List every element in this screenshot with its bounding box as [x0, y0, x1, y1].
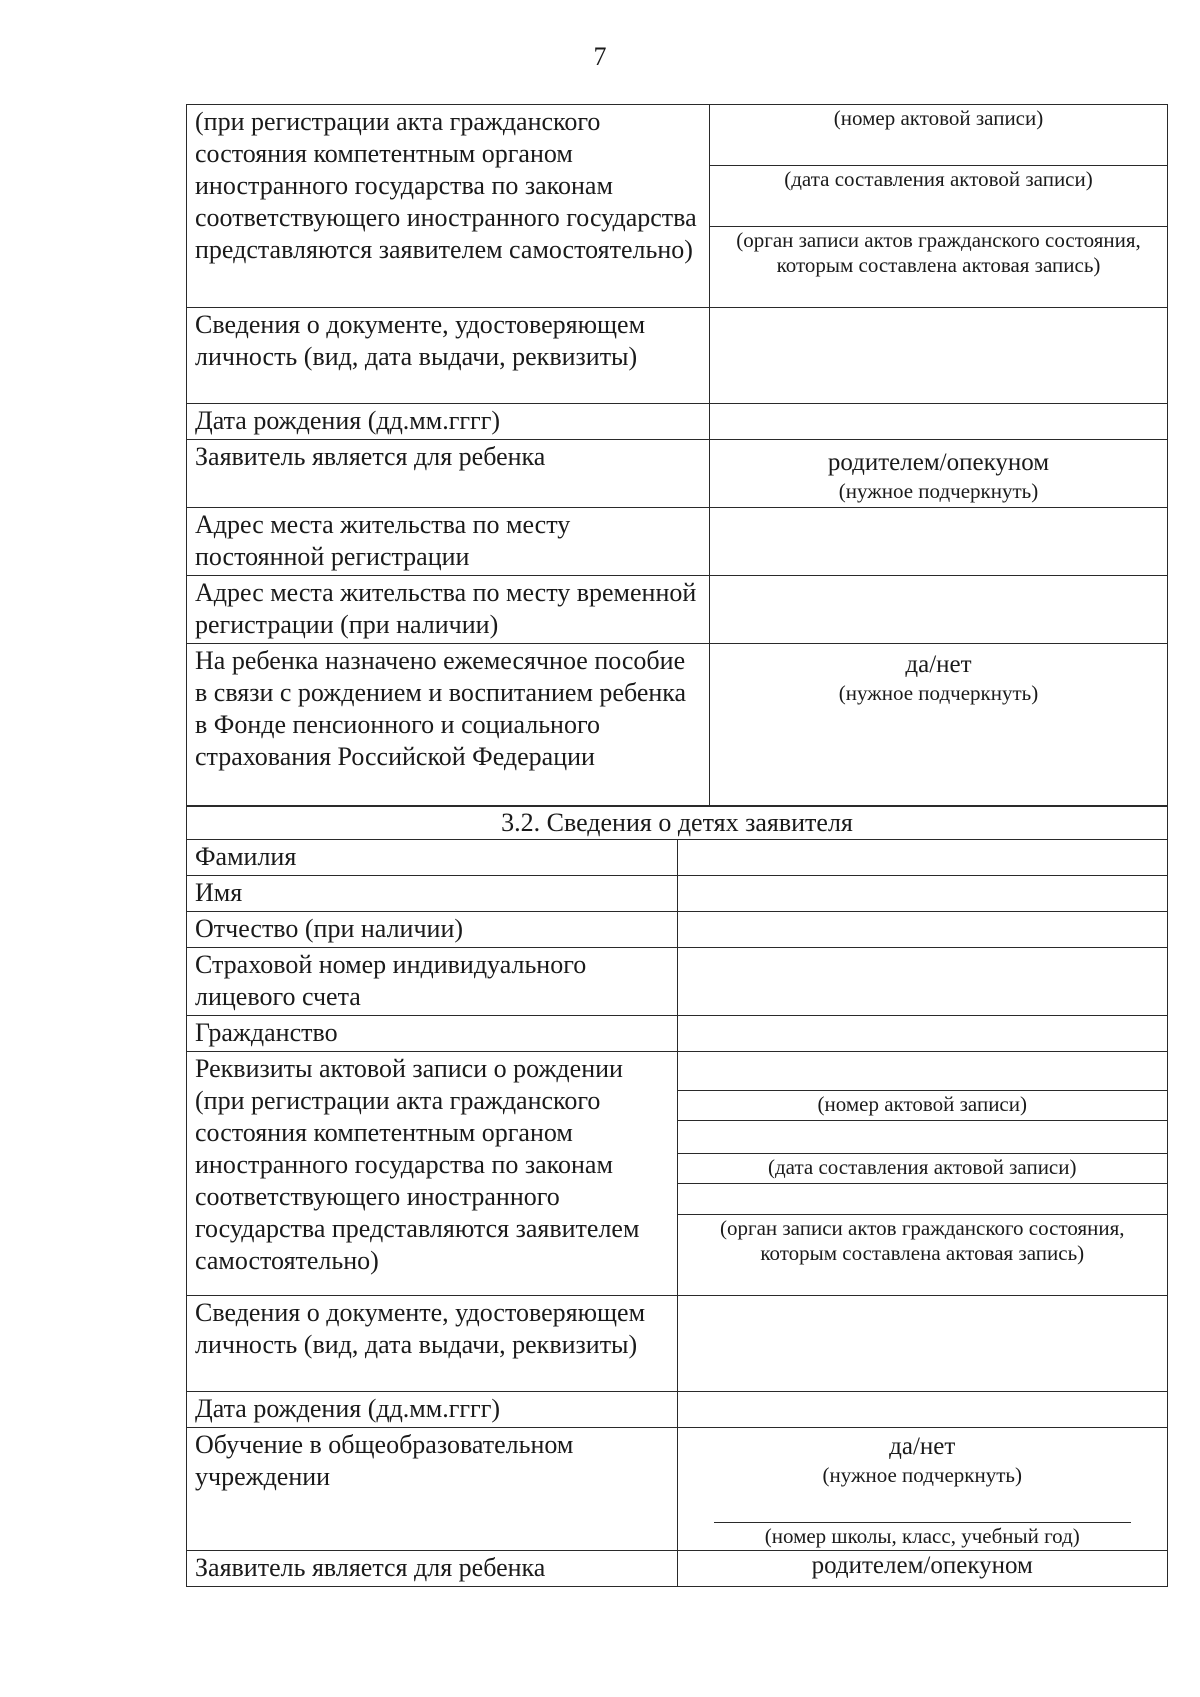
birth-record-details[interactable] [677, 1052, 1168, 1296]
applicant-role-field[interactable] [710, 440, 1168, 508]
record-date-caption: (дата составления актовой записи) [784, 167, 1093, 191]
table-row [187, 1392, 1168, 1428]
underline-hint: (нужное подчеркнуть) [838, 681, 1039, 705]
applicant-role-label: Заявитель является для ребенка [187, 1551, 678, 1587]
education-label: Обучение в общеобразовательном учреждении [187, 1428, 678, 1551]
surname-label: Фамилия [187, 840, 678, 876]
applicant-role-field[interactable] [677, 1551, 1168, 1587]
underline-hint: (нужное подчеркнуть) [838, 479, 1039, 503]
table-row [187, 1016, 1168, 1052]
record-number-caption: (номер актовой записи) [833, 106, 1044, 130]
table-row [187, 404, 1168, 440]
snils-field[interactable] [677, 948, 1168, 1016]
applicant-info-table [186, 104, 1168, 806]
citizenship-label: Гражданство [187, 1016, 678, 1052]
surname-field[interactable] [677, 840, 1168, 876]
school-field[interactable] [714, 1488, 1132, 1523]
monthly-benefit-label: На ребенка назначено ежемесячное пособие в связи с рождением и воспитанием ребенка в Фонде пенсионного и социального страхования Российской Федерации [187, 644, 710, 806]
record-details-cell[interactable] [710, 105, 1168, 308]
applicant-role-value: родителем/опекуном [827, 449, 1050, 476]
snils-label: Страховой номер индивидуального лицевого счета [187, 948, 678, 1016]
table-row [187, 105, 1168, 308]
table-row [187, 644, 1168, 806]
record-date-slot[interactable] [710, 166, 1167, 227]
yes-no-value: да/нет [905, 651, 972, 678]
record-number-field[interactable] [678, 1052, 1168, 1091]
page-number: 7 [593, 42, 607, 71]
record-authority-slot[interactable] [710, 227, 1167, 307]
section-title: 3.2. Сведения о детях заявителя [187, 807, 1168, 840]
birth-record-label: Реквизиты актовой записи о рождении (при регистрации акта гражданского состояния компетентным органом иностранного государства по законам соответствующего иностранного государства представляются заявителем самостоятельно) [187, 1052, 678, 1296]
table-row [187, 840, 1168, 876]
table-row [187, 948, 1168, 1016]
id-document-label: Сведения о документе, удостоверяющем личность (вид, дата выдачи, реквизиты) [187, 1296, 678, 1392]
table-row [187, 1428, 1168, 1551]
id-document-field[interactable] [677, 1296, 1168, 1392]
table-row [187, 876, 1168, 912]
record-authority-caption: (орган записи актов гражданского состояния, которым составлена актовая запись) [719, 1216, 1125, 1265]
table-row [187, 912, 1168, 948]
birth-date-field[interactable] [710, 404, 1168, 440]
record-number-slot[interactable] [678, 1052, 1168, 1121]
table-row [187, 576, 1168, 644]
monthly-benefit-field[interactable] [710, 644, 1168, 806]
foreign-registration-note: (при регистрации акта гражданского состояния компетентным органом иностранного государства по законам соответствующего иностранного государства представляются заявителем самостоятельно) [187, 105, 710, 308]
record-number-slot[interactable] [710, 105, 1167, 166]
yes-no-value: да/нет [889, 1433, 956, 1460]
underline-hint: (нужное подчеркнуть) [822, 1463, 1022, 1487]
name-label: Имя [187, 876, 678, 912]
patronymic-label: Отчество (при наличии) [187, 912, 678, 948]
table-row [187, 1551, 1168, 1587]
record-authority-caption: (орган записи актов гражданского состояния, которым составлена актовая запись) [736, 228, 1141, 277]
citizenship-field[interactable] [677, 1016, 1168, 1052]
table-row [187, 308, 1168, 404]
record-date-slot[interactable] [678, 1121, 1168, 1184]
record-number-caption: (номер актовой записи) [817, 1092, 1027, 1116]
applicant-role-value: родителем/опекуном [811, 1552, 1033, 1579]
id-document-field[interactable] [710, 308, 1168, 404]
temporary-address-field[interactable] [710, 576, 1168, 644]
applicant-role-label: Заявитель является для ребенка [187, 440, 710, 508]
record-date-field[interactable] [678, 1121, 1168, 1154]
record-authority-field[interactable] [678, 1184, 1168, 1215]
patronymic-field[interactable] [677, 912, 1168, 948]
birth-date-label: Дата рождения (дд.мм.гггг) [187, 1392, 678, 1428]
id-document-label: Сведения о документе, удостоверяющем личность (вид, дата выдачи, реквизиты) [187, 308, 710, 404]
birth-date-field[interactable] [677, 1392, 1168, 1428]
school-caption: (номер школы, класс, учебный год) [764, 1524, 1080, 1548]
record-date-caption: (дата составления актовой записи) [768, 1155, 1077, 1179]
education-field[interactable] [677, 1428, 1168, 1551]
birth-date-label: Дата рождения (дд.мм.гггг) [187, 404, 710, 440]
table-row [187, 807, 1168, 840]
name-field[interactable] [677, 876, 1168, 912]
temporary-address-label: Адрес места жительства по месту временной регистрации (при наличии) [187, 576, 710, 644]
table-row [187, 440, 1168, 508]
table-row [187, 1052, 1168, 1296]
record-authority-slot[interactable] [678, 1184, 1168, 1292]
table-row [187, 508, 1168, 576]
permanent-address-field[interactable] [710, 508, 1168, 576]
permanent-address-label: Адрес места жительства по месту постоянной регистрации [187, 508, 710, 576]
children-info-table [186, 806, 1168, 1587]
table-row [187, 1296, 1168, 1392]
